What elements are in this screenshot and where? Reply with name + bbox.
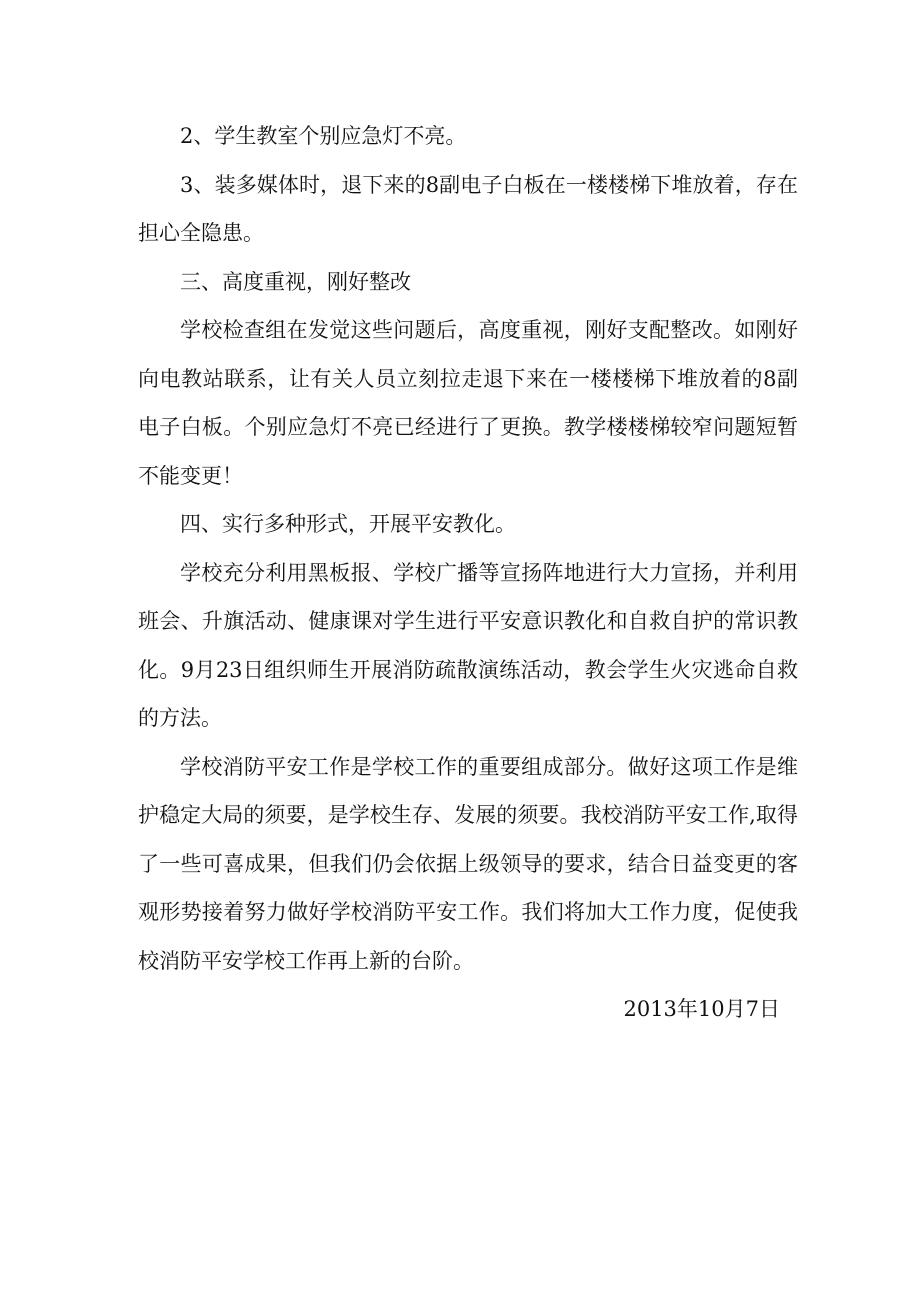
paragraph-rectification: 学校检查组在发觉这些问题后，高度重视，刚好支配整改。如刚好向电教站联系，让有关人员立刻拉走退下来在一楼楼梯下堆放着的8副电子白板。个别应急灯不亮已经进行了更换。教学楼楼梯较窄问题短暂不能变更！: [138, 318, 798, 488]
paragraph-education: 学校充分利用黑板报、学校广播等宣扬阵地进行大力宣扬，并利用班会、升旗活动、健康课对学生进行平安意识教化和自救自护的常识教化。9月23日组织师生开展消防疏散演练活动，教会学生火灾逃命自救的方法。: [138, 560, 798, 730]
section-heading-4: 四、实行多种形式，开展平安教化。: [180, 512, 516, 536]
paragraph-conclusion: 学校消防平安工作是学校工作的重要组成部分。做好这项工作是维护稳定大局的须要，是学校生存、发展的须要。我校消防平安工作,取得了一些可喜成果，但我们仍会依据上级领导的要求，结合日益变更的客观形势接着努力做好学校消防平安工作。我们将加大工作力度，促使我校消防平安学校工作再上新的台阶。: [138, 754, 798, 973]
document-date: 2013年10月7日: [623, 997, 780, 1021]
document-body: [138, 112, 798, 1034]
section-heading-3: 三、高度重视，刚好整改: [180, 269, 411, 294]
paragraph-item-2: 2、学生教室个别应急灯不亮。: [180, 124, 467, 148]
paragraph-item-3: 3、装多媒体时，退下来的8副电子白板在一楼楼梯下堆放着，存在担心全隐患。: [138, 172, 798, 245]
